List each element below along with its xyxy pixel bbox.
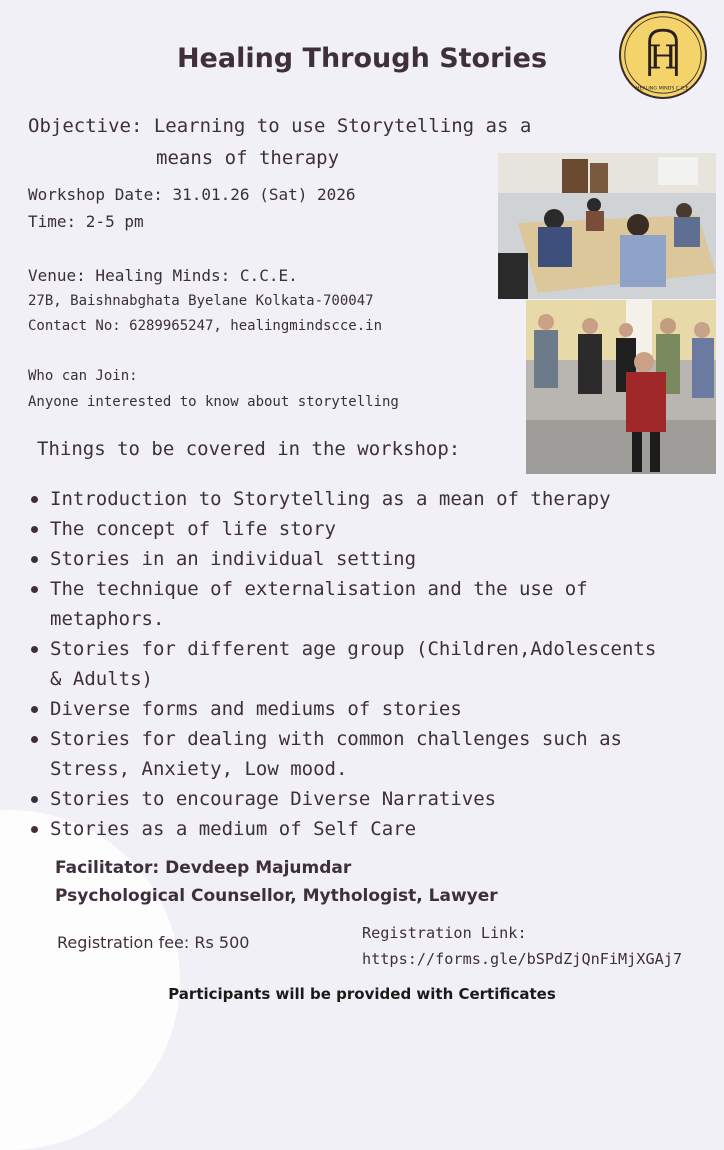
facilitator bbox=[55, 854, 498, 910]
objective-line2: means of therapy bbox=[156, 147, 340, 169]
list-item: Introduction to Storytelling as a mean of therapy bbox=[28, 484, 668, 514]
list-item: The technique of externalisation and the use of metaphors. bbox=[28, 574, 668, 634]
certificate-note: Participants will be provided with Certificates bbox=[168, 985, 556, 1003]
page-title: Healing Through Stories bbox=[176, 43, 548, 74]
svg-text:H: H bbox=[648, 38, 678, 77]
objective bbox=[28, 110, 548, 174]
list-item: Stories for different age group (Children,Adolescents & Adults) bbox=[28, 634, 668, 694]
objective-line1: Objective: Learning to use Storytelling as a bbox=[28, 115, 532, 137]
registration-link-block bbox=[362, 920, 682, 972]
address: 27B, Baishnabghata Byelane Kolkata-700047 bbox=[28, 293, 374, 309]
list-item: Diverse forms and mediums of stories bbox=[28, 694, 668, 724]
list-item: Stories in an individual setting bbox=[28, 544, 668, 574]
registration-link[interactable]: https://forms.gle/bSPdZjQnFiMjXGAj7 bbox=[362, 950, 683, 968]
registration-link-label: Registration Link: bbox=[362, 924, 527, 942]
workshop-time: Time: 2-5 pm bbox=[28, 212, 144, 231]
workshop-photo-table bbox=[498, 153, 716, 299]
who-can-join-heading: Who can Join: bbox=[28, 368, 138, 384]
list-item: Stories to encourage Diverse Narratives bbox=[28, 784, 668, 814]
who-can-join-text: Anyone interested to know about storytelling bbox=[28, 394, 399, 410]
workshop-date: Workshop Date: 31.01.26 (Sat) 2026 bbox=[28, 185, 356, 204]
list-item: Stories as a medium of Self Care bbox=[28, 814, 668, 844]
list-item: Stories for dealing with common challenges such as Stress, Anxiety, Low mood. bbox=[28, 724, 668, 784]
svg-text:HEALING MINDS C.C.E.: HEALING MINDS C.C.E. bbox=[635, 86, 691, 92]
registration-fee: Registration fee: Rs 500 bbox=[57, 933, 250, 952]
list-item: The concept of life story bbox=[28, 514, 668, 544]
topics-heading: Things to be covered in the workshop: bbox=[37, 438, 461, 460]
facilitator-role: Psychological Counsellor, Mythologist, Lawyer bbox=[55, 886, 498, 906]
workshop-photo-standing bbox=[526, 300, 716, 474]
topics-list bbox=[28, 484, 668, 844]
facilitator-name: Facilitator: Devdeep Majumdar bbox=[55, 858, 352, 878]
contact-info: Contact No: 6289965247, healingmindscce.in bbox=[28, 318, 383, 334]
venue: Venue: Healing Minds: C.C.E. bbox=[28, 266, 298, 285]
